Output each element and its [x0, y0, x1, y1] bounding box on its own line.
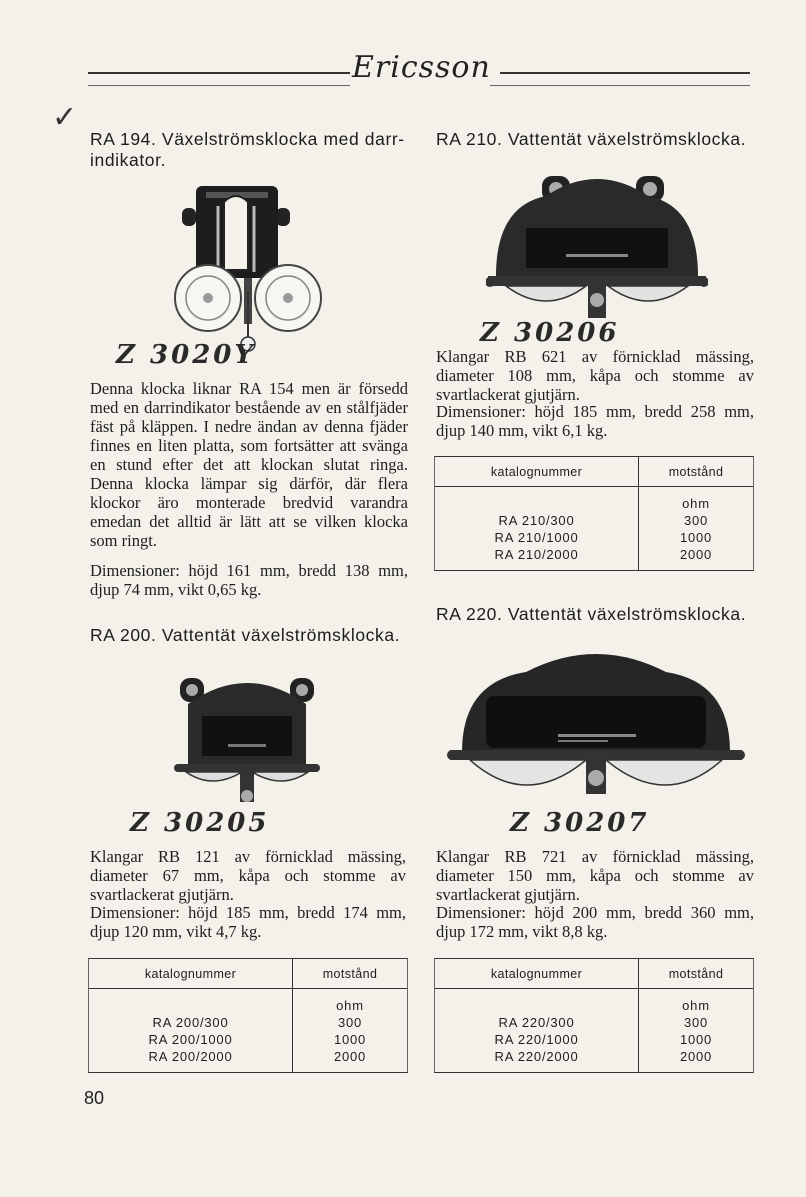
ra200-catalog-2: RA 200/1000	[89, 1031, 293, 1048]
ra220-dimensions: Dimensioner: höjd 200 mm, bredd 360 mm, djup 172 mm, vikt 8,8 kg.	[436, 903, 754, 941]
ra194-heading-line2: indikator.	[90, 150, 167, 170]
header-rule-right	[500, 72, 750, 74]
ra220-col-catalog: katalognummer	[435, 959, 639, 989]
table-row	[435, 546, 753, 570]
ra200-dimensions: Dimensioner: höjd 185 mm, bredd 174 mm, djup 120 mm, vikt 4,7 kg.	[90, 903, 406, 941]
table-row	[435, 1048, 753, 1072]
ra200-spec-table	[88, 958, 408, 1073]
ra200-ohm-1: 300	[337, 1015, 363, 1030]
header-rule-right-thin	[490, 85, 750, 86]
ra210-col-resistance: motstånd	[639, 457, 753, 487]
ra220-spec-table	[434, 958, 754, 1073]
ra210-col-catalog: katalognummer	[435, 457, 639, 487]
ra194-heading-line1: RA 194. Växelströmsklocka med darr-	[90, 129, 405, 149]
table-row	[89, 1048, 407, 1072]
ra210-catalog-3: RA 210/2000	[435, 546, 639, 570]
ra220-catalog-1: RA 220/300	[435, 1014, 639, 1031]
ra194-dimensions: Dimensioner: höjd 161 mm, bredd 138 mm, djup 74 mm, vikt 0,65 kg.	[90, 561, 408, 599]
margin-check-mark: ✓	[52, 100, 78, 135]
ra210-dimensions: Dimensioner: höjd 185 mm, bredd 258 mm, djup 140 mm, vikt 6,1 kg.	[436, 402, 754, 440]
ra220-bell-illustration	[446, 642, 746, 808]
ra210-ohm-2: 1000	[679, 530, 713, 545]
ra200-bell-illustration	[172, 664, 322, 814]
ra200-ohm-2: 1000	[333, 1032, 367, 1047]
table-row	[435, 1031, 753, 1048]
ra220-ohm-1: 300	[683, 1015, 709, 1030]
ra200-unit: ohm	[336, 998, 364, 1013]
ra220-ohm-3: 2000	[679, 1049, 713, 1064]
ra210-ohm-1: 300	[683, 513, 709, 528]
ra200-col-catalog: katalognummer	[89, 959, 293, 989]
ra200-col-resistance: motstånd	[293, 959, 407, 989]
ra200-description: Klangar RB 121 av förnicklad mässing, diameter 67 mm, kåpa och stomme av svartlackerat gjutjärn.	[90, 847, 406, 904]
table-row	[89, 1031, 407, 1048]
ra200-ohm-3: 2000	[333, 1049, 367, 1064]
ra200-heading: RA 200. Vattentät växelströmsklocka.	[90, 625, 401, 645]
ra220-col-resistance: motstånd	[639, 959, 753, 989]
ra200-handwritten-code: Z 30205	[130, 808, 270, 838]
ericsson-logo: Ericsson	[352, 50, 491, 85]
ra220-ohm-2: 1000	[679, 1032, 713, 1047]
ra210-ohm-3: 2000	[679, 547, 713, 562]
ra210-bell-illustration	[486, 166, 708, 326]
ra210-spec-table	[434, 456, 754, 571]
ra220-catalog-3: RA 220/2000	[435, 1048, 639, 1072]
ra210-handwritten-code: Z 30206	[480, 318, 620, 348]
ra210-heading: RA 210. Vattentät växelströmsklocka.	[436, 129, 747, 149]
ra210-catalog-2: RA 210/1000	[435, 529, 639, 546]
ra210-unit: ohm	[682, 496, 710, 511]
ra220-heading: RA 220. Vattentät växelströmsklocka.	[436, 604, 747, 624]
header-rule-left	[88, 72, 350, 74]
ra194-description: Denna klocka liknar RA 154 men är försedd med en darrindikator bestående av en stålfjäder fäst på kläppen. I nedre ändan av denna fjäder finnes en liten platta, som fortsätter att svänga en stund efter det att klockan slutat ringa. Denna klocka lämpar sig därför, där flera klockor äro monterade bredvid varandra emedan det alltid är lätt att se vilken klocka som ringt.	[90, 379, 408, 550]
ra220-handwritten-code: Z 30207	[510, 808, 650, 838]
ra210-description: Klangar RB 621 av förnicklad mässing, diameter 108 mm, kåpa och stomme av svartlackerat gjutjärn.	[436, 347, 754, 404]
table-row	[435, 512, 753, 529]
ra210-catalog-1: RA 210/300	[435, 512, 639, 529]
table-row	[435, 1014, 753, 1031]
ra220-unit: ohm	[682, 998, 710, 1013]
ra194-heading	[90, 129, 420, 171]
header-rule-left-thin	[88, 85, 350, 86]
page-number: 80	[84, 1088, 105, 1108]
ra194-handwritten-code: Z 3020Y	[116, 340, 256, 370]
ra220-catalog-2: RA 220/1000	[435, 1031, 639, 1048]
ra194-bell-illustration	[170, 182, 330, 354]
table-row	[89, 1014, 407, 1031]
table-row	[435, 529, 753, 546]
ra200-catalog-1: RA 200/300	[89, 1014, 293, 1031]
ra200-catalog-3: RA 200/2000	[89, 1048, 293, 1072]
ra220-description: Klangar RB 721 av förnicklad mässing, diameter 150 mm, kåpa och stomme av svartlackerat gjutjärn.	[436, 847, 754, 904]
